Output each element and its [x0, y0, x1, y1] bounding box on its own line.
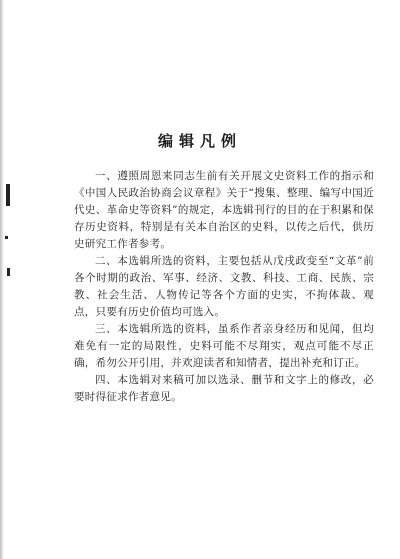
page-title: 编辑凡例	[157, 132, 242, 150]
note-paragraph-4: 四、本选辑对来稿可加以选录、删节和文字上的修改，必要时得征求作者意见。	[74, 374, 374, 403]
binding-edge-shadow	[0, 0, 4, 559]
editorial-notes	[74, 168, 374, 406]
scan-mark	[6, 184, 10, 206]
note-paragraph-3: 三、本选辑所选的资料，虽系作者亲身经历和见闻，但均难免有一定的局限性，史料可能不尽翔实，观点可能不尽正确，希勿公开引用，并欢迎读者和知情者，提出补充和订正。	[74, 323, 374, 369]
note-paragraph-2: 二、本选辑所选的资料，主要包括从戊戌政变至“文革”前各个时期的政治、军事、经济、文教、科技、工商、民族、宗教、社会生活、人物传记等各个方面的史实，不拘体裁、观点，只要有历史价值均可选入。	[74, 255, 374, 318]
note-paragraph-1: 一、遵照周恩来同志生前有关开展文史资料工作的指示和《中国人民政治协商会议章程》关于“搜集、整理、编写中国近代史、革命史等资料”的规定，本选辑刊行的目的在于积累和保存历史资料，特别是有关本自治区的史料，以传之后代，供历史研究工作者参考。	[74, 170, 374, 250]
scan-mark	[7, 268, 10, 276]
scan-mark	[5, 236, 8, 239]
